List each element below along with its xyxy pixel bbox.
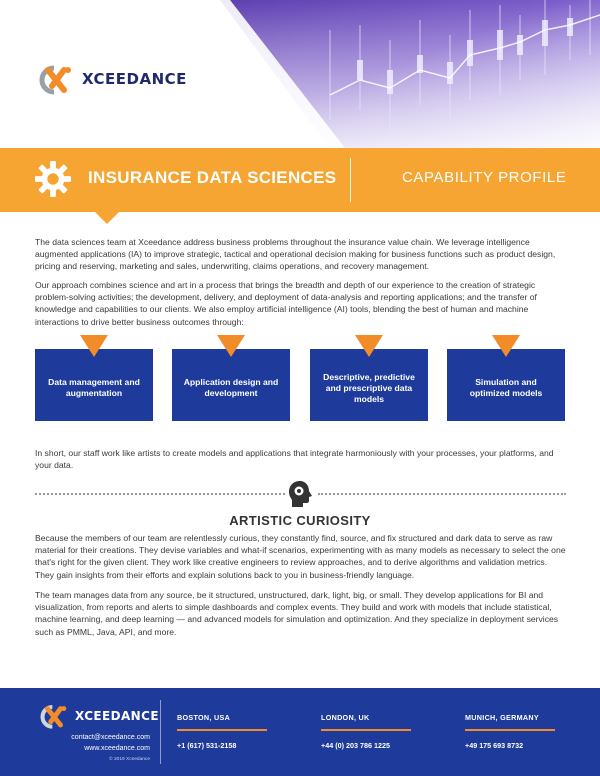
down-arrow-icon — [80, 335, 108, 357]
hero-header — [0, 0, 600, 148]
xceedance-logo-icon — [36, 702, 72, 730]
office-phone[interactable]: +44 (0) 203 786 1225 — [321, 740, 390, 750]
office-phone[interactable]: +1 (617) 531-2158 — [177, 740, 237, 750]
capability-card — [310, 349, 428, 421]
capability-card — [172, 349, 290, 421]
gear-icon — [34, 160, 72, 198]
capability-label: Data management and augmentation — [48, 377, 140, 398]
office-underline — [465, 729, 555, 731]
office-phone[interactable]: +49 175 693 8732 — [465, 740, 524, 750]
intro-paragraph: The data sciences team at Xceedance address business problems throughout the insurance value chain. We leverage intelligence augmented applications (IA) to improve strategic, tactical and operational decision making for business functions such as product design, pricing and reserving, marketing and sales, underwriting, claims operations, and recovery management. — [35, 237, 556, 272]
title-divider — [350, 158, 351, 202]
footer-divider — [160, 700, 161, 764]
intro-paragraph: Our approach combines science and art in a process that brings the breadth and depth of our experience to the creation of strategic problem-solving activities; the development, delivery, and deployment of data-analysis and reporting applications; and the transfer of knowledge and capabilities to our clients. We also employ artificial intelligence (AI) tools, blending the best of human and machine interactions to drive better business outcomes through: — [35, 280, 537, 327]
page-subtitle: CAPABILITY PROFILE — [402, 169, 567, 186]
capability-card — [447, 349, 565, 421]
summary-paragraph: In short, our staff work like artists to create models and applications that integrate harmoniously with your processes, your platforms, and your data. — [35, 448, 554, 471]
office-london — [321, 713, 431, 750]
capability-card — [35, 349, 153, 421]
brand-name: XCEEDANCE — [82, 70, 187, 88]
brand-logo[interactable] — [34, 62, 187, 96]
section-paragraph: The team manages data from any source, be it structured, unstructured, dark, light, big, or small. They develop applications for BI and visualization, from reports and alerts to simple dashboards and complex events. They build and work with models that include statistical, machine learning, and deep learning — and advanced models for simulation and optimization. And they specialize in deployment services such as PMML, Java, API, and more. — [35, 590, 559, 637]
section-paragraph: Because the members of our team are relentlessly curious, they constantly find, source, and fix structured and dark data to serve as raw material for their creations. They devise variables and what-if scenarios, experimenting with as many models as necessary to select the one that's right for the given client. They work like creative engineers to review approaches, and to derive algorithms and validation metrics. They gain insights from their efforts and explain solutions back to you in business-friendly language. — [35, 533, 566, 580]
website-link[interactable]: www.xceedance.com — [84, 745, 150, 752]
footer-brand-name: XCEEDANCE — [75, 709, 159, 723]
office-underline — [177, 729, 267, 731]
dotted-divider — [35, 493, 285, 495]
down-arrow-icon — [492, 335, 520, 357]
office-underline — [321, 729, 411, 731]
section-title: ARTISTIC CURIOSITY — [229, 513, 371, 528]
title-band-notch — [95, 212, 119, 224]
dotted-divider — [318, 493, 566, 495]
office-city: BOSTON, USA — [177, 713, 231, 722]
contact-email-link[interactable]: contact@xceedance.com — [71, 734, 150, 741]
xceedance-logo-icon — [34, 62, 78, 96]
capability-label: Descriptive, predictive and prescriptive data models — [323, 371, 415, 404]
office-city: MUNICH, GERMANY — [465, 713, 539, 722]
office-munich — [465, 713, 575, 750]
head-gear-icon — [287, 480, 313, 508]
capability-list — [35, 349, 565, 421]
capability-label: Simulation and optimized models — [469, 377, 543, 398]
office-boston — [177, 713, 287, 750]
copyright-text: © 2019 Xceedance — [109, 757, 150, 762]
office-city: LONDON, UK — [321, 713, 370, 722]
capability-label: Application design and development — [183, 377, 279, 398]
down-arrow-icon — [355, 335, 383, 357]
down-arrow-icon — [217, 335, 245, 357]
footer-logo[interactable] — [36, 702, 159, 730]
page-title: INSURANCE DATA SCIENCES — [88, 168, 337, 187]
